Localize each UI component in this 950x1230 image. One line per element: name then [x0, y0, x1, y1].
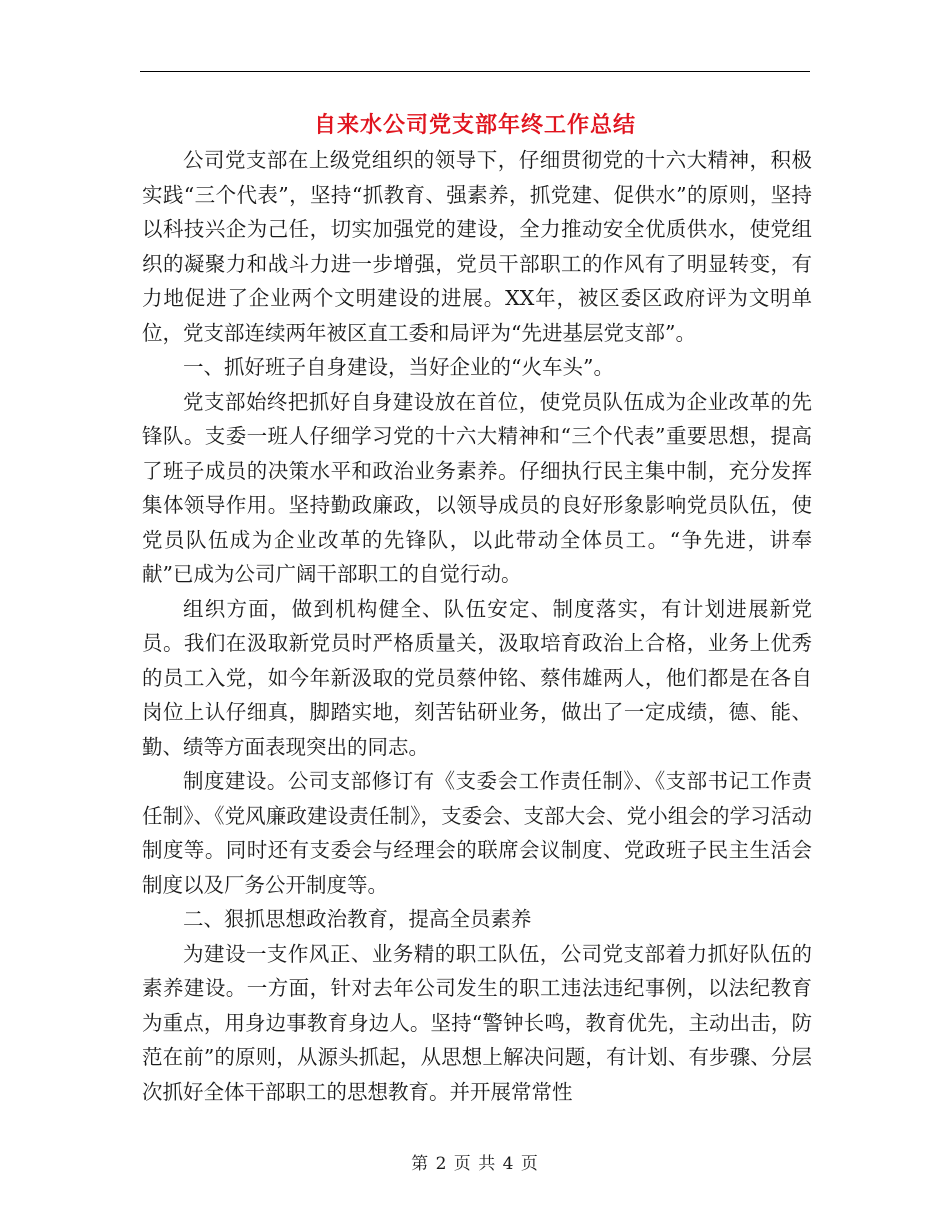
paragraph-intro: 公司党支部在上级党组织的领导下，仔细贯彻党的十六大精神，积极实践“三个代表”，坚持“抓教育、强素养，抓党建、促供水”的原则，坚持以科技兴企为己任，切实加强党的建设，全力推动安全优质供水，使党组织的凝聚力和战斗力进一步增强，党员干部职工的作风有了明显转变，有力地促进了企业两个文明建设的进展。XX年，被区委区政府评为文明单位，党支部连续两年被区直工委和局评为“先进基层党支部”。	[142, 148, 812, 345]
paragraph-leadership: 党支部始终把抓好自身建设放在首位，使党员队伍成为企业改革的先锋队。支委一班人仔细学习党的十六大精神和“三个代表”重要思想，提高了班子成员的决策水平和政治业务素养。仔细执行民主集中制，充分发挥集体领导作用。坚持勤政廉政，以领导成员的良好形象影响党员队伍，使党员队伍成为企业改革的先锋队，以此带动全体员工。“争先进，讲奉献”已成为公司广阔干部职工的自觉行动。	[142, 389, 812, 586]
section-heading-2: 二、狠抓思想政治教育，提高全员素养	[183, 907, 532, 931]
page-number-footer: 第 2 页 共 4 页	[411, 1154, 539, 1174]
document-title: 自来水公司党支部年终工作总结	[313, 113, 636, 138]
paragraph-system: 制度建设。公司支部修订有《支委会工作责任制》、《支部书记工作责任制》、《党风廉政建设责任制》，支委会、支部大会、党小组会的学习活动制度等。同时还有支委会与经理会的联席会议制度、党政班子民主生活会制度以及厂务公开制度等。	[142, 769, 812, 897]
header-rule	[140, 71, 810, 72]
document-body	[142, 143, 812, 1109]
paragraph-organization: 组织方面，做到机构健全、队伍安定、制度落实，有计划进展新党员。我们在汲取新党员时严格质量关，汲取培育政治上合格，业务上优秀的员工入党，如今年新汲取的党员蔡仲铭、蔡伟雄两人，他们都是在各自岗位上认仔细真，脚踏实地，刻苦钻研业务，做出了一定成绩，德、能、勤、绩等方面表现突出的同志。	[142, 596, 812, 759]
section-heading-1: 一、抓好班子自身建设，当好企业的“火车头”。	[183, 355, 614, 379]
paragraph-education: 为建设一支作风正、业务精的职工队伍，公司党支部着力抓好队伍的素养建设。一方面，针对去年公司发生的职工违法违纪事例，以法纪教育为重点，用身边事教育身边人。坚持“警钟长鸣，教育优先，主动出击，防范在前”的原则，从源头抓起，从思想上解决问题，有计划、有步骤、分层次抓好全体干部职工的思想教育。并开展常常性	[142, 941, 812, 1104]
